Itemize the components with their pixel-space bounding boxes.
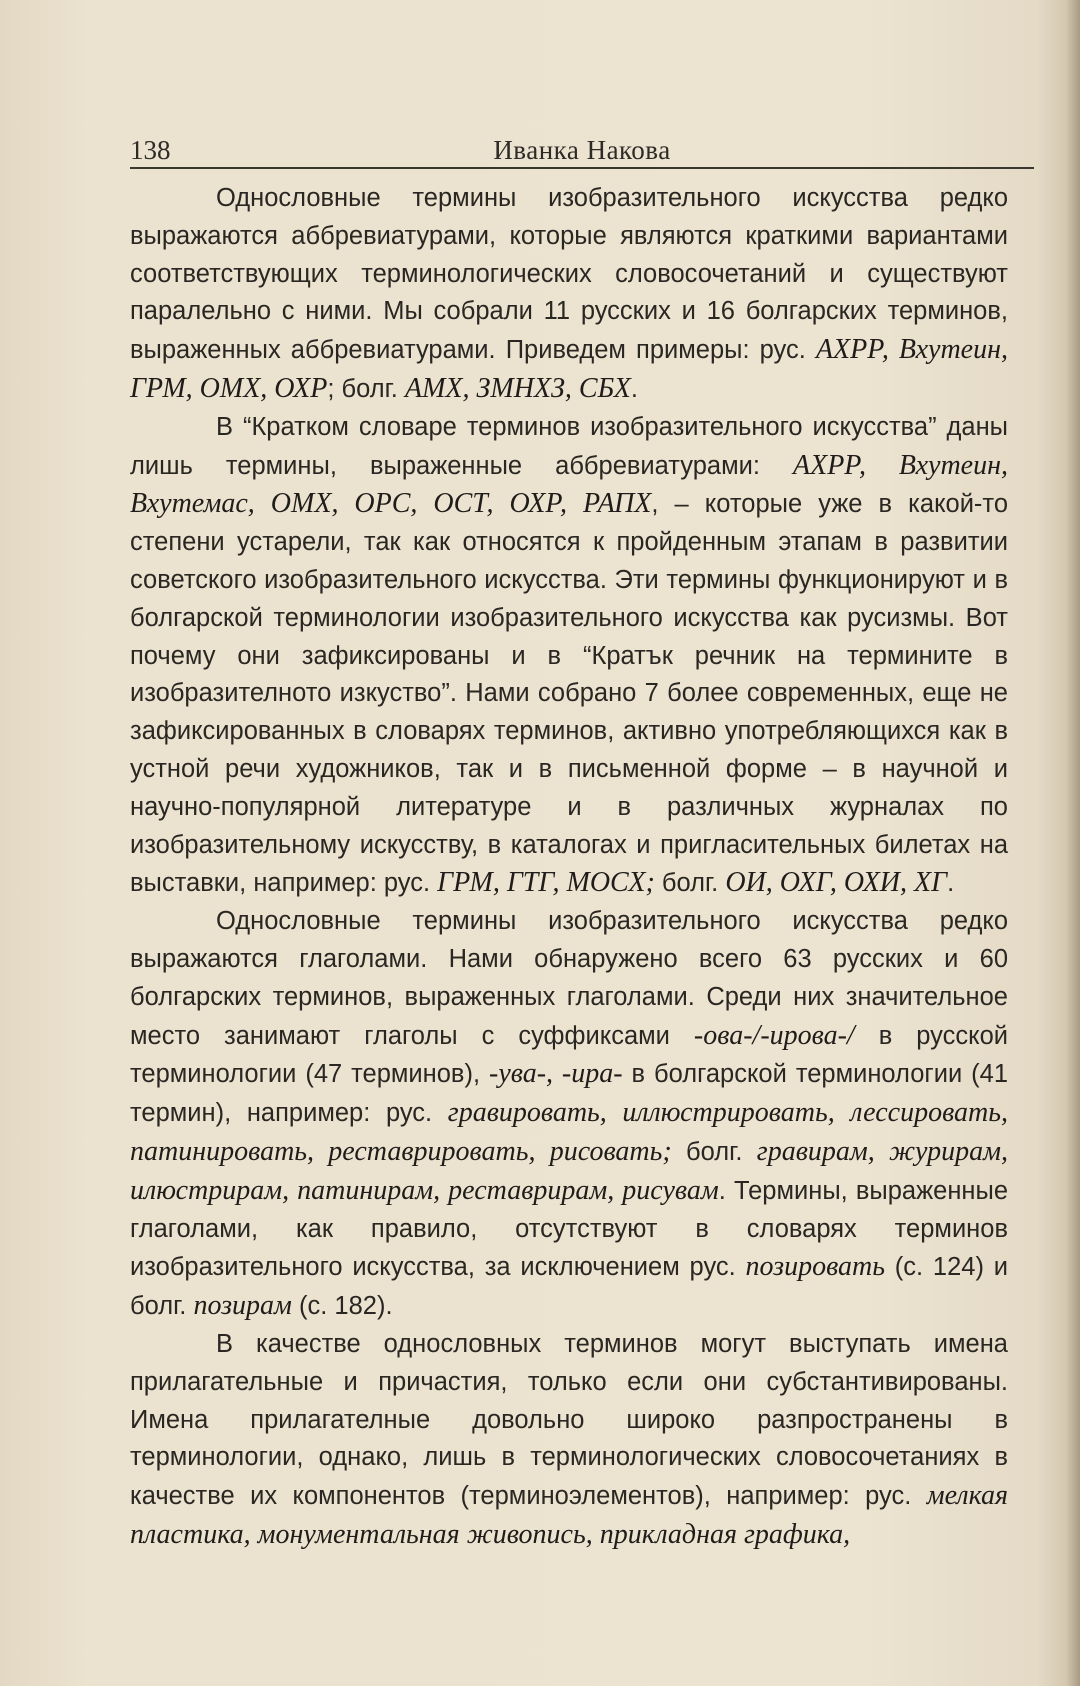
- text-run: В качестве однословных терминов могут выступать имена прилагательные и причастия, только если они субстантивированы. Имена прилагателные довольно широко разпространены в терминологии, однако, лишь в терминологических словосочетаниях в качестве их компонентов (терминоэлементов), например: рус.: [130, 1329, 1008, 1511]
- text-run: Однословные термины изобразительного искусства редко выражаются глаголами. Нами обнаружено всего 63 русских и 60 болгарских терминов, выраженных глаголами. Среди них значительное место занимают глаголы с суффиксами: [130, 907, 1008, 1050]
- page-edge-shadow: [1066, 0, 1080, 1686]
- page-number: 138: [130, 135, 171, 165]
- text-run: .: [630, 374, 638, 403]
- italic-term: позирам: [193, 1290, 292, 1322]
- paragraph: [130, 1326, 1008, 1555]
- italic-term: АМХ, ЗМНХЗ, СБХ: [404, 372, 631, 404]
- text-run: болг.: [671, 1137, 757, 1166]
- italic-term: АХРР, Вхутеин, ГРМ, ОМХ, ОХР: [130, 334, 1008, 404]
- text-run: В “Кратком словаре терминов изобразительного искусства” даны лишь термины, выраженные аббревиатурами:: [130, 412, 1008, 480]
- paragraph: [130, 180, 1008, 409]
- italic-term: -ова-/-ирова-/: [693, 1019, 855, 1051]
- text-run: .: [947, 869, 955, 898]
- paragraph: [130, 409, 1008, 903]
- italic-term: мелкая пластика, монументальная живопись, прикладная графика,: [130, 1480, 1008, 1550]
- italic-term: АХРР, Вхутеин, Вхутемас, ОМХ, ОРС, ОСТ, ОХР, РАПХ: [130, 449, 1008, 520]
- italic-term: -ува-, -ира-: [489, 1058, 623, 1090]
- body-text: [130, 180, 1008, 1555]
- paragraph: [130, 903, 1008, 1326]
- text-run: в болгарской терминологии (41 термин), например: рус.: [130, 1060, 1008, 1128]
- italic-term: ГРМ, ГТГ, МОСХ;: [437, 867, 655, 899]
- italic-term: ОИ, ОХГ, ОХИ, ХГ: [725, 867, 948, 899]
- text-run: ; болг.: [327, 374, 405, 403]
- running-head-author: Иванка Накова: [493, 135, 671, 165]
- page-header: [130, 133, 1034, 169]
- text-run: . Термины, выраженные глаголами, как правило, отсутствуют в словарях терминов изобразительного искусства, за исключением рус.: [130, 1176, 1008, 1282]
- text-run: в русской терминологии (47 терминов),: [130, 1021, 1008, 1089]
- text-run: , – которые уже в какой-то степени устарели, так как относятся к пройденным этапам в развитии советского изобразительного искусства. Эти термины функционируют и в болгарской терминологии изобразительного искусства как русизмы. Вот почему они зафиксированы и в “Кратък речник на термините в изобразителното изкуство”. Нами собрано 7 более современных, еще не зафиксированных в словарях терминов, активно употребляющихся как в устной речи художников, так и в письменной форме – в научной и научно-популярной литературе и в различных журналах по изобразительному искусству, в каталогах и пригласительных билетах на выставки, например: рус.: [130, 490, 1008, 898]
- italic-term: гравирам, журирам, илюстрирам, патинирам, реставрирам, рисувам: [130, 1135, 1008, 1206]
- text-run: болг.: [654, 869, 726, 898]
- italic-term: гравировать, иллюстрировать, лессировать, патинировать, реставрировать, рисовать;: [130, 1097, 1008, 1167]
- text-run: (с. 124) и болг.: [130, 1253, 1008, 1321]
- text-run: Однословные термины изобразительного искусства редко выражаются аббревиатурами, которые являются краткими вариантами соответствующих терминологических словосочетаний и существуют паралельно с ними. Мы собрали 11 русских и 16 болгарских терминов, выраженных аббревиатурами. Приведем примеры: рус.: [130, 184, 1008, 365]
- text-run: (с. 182).: [291, 1292, 393, 1321]
- italic-term: позировать: [745, 1251, 886, 1283]
